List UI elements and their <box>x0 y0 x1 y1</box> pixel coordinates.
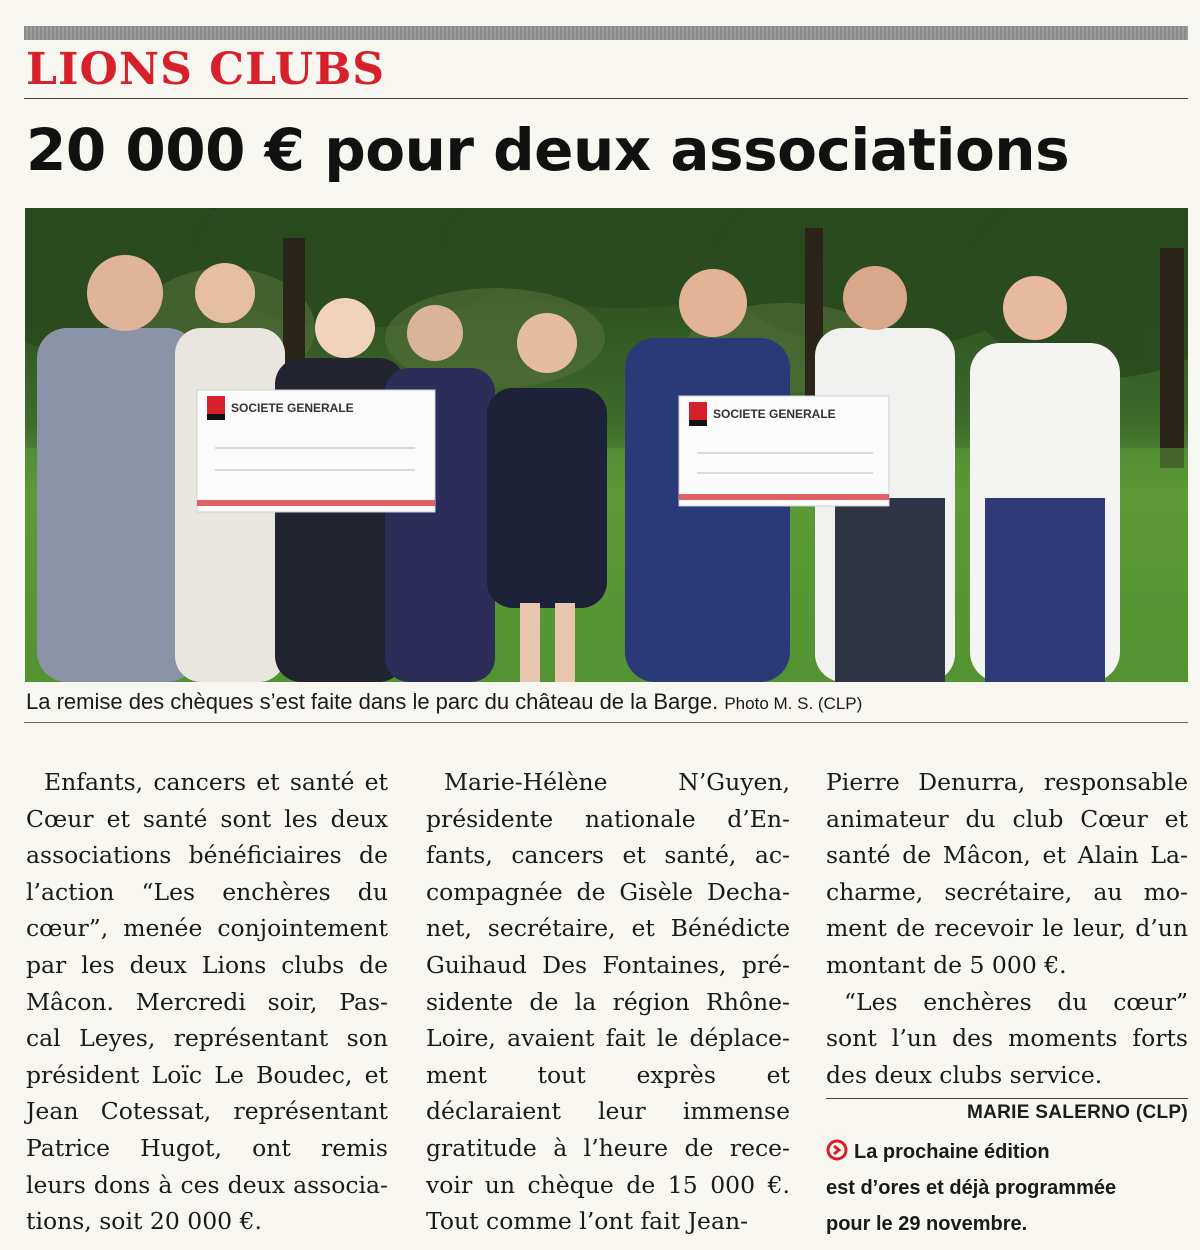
article-column-3 <box>826 764 1188 1093</box>
note-line-1: La prochaine édition <box>826 1134 1188 1170</box>
article-line: Guihaud Des Fontaines, pré- <box>426 950 790 979</box>
article-line: sont l’un des moments forts <box>826 1024 1188 1053</box>
article-line: Tout comme l’ont fait Jean- <box>426 1207 749 1236</box>
article-line: gratitude à l’heure de rece- <box>426 1133 790 1162</box>
header-rule <box>24 98 1188 99</box>
cheque-right <box>679 396 889 506</box>
cheque-bank-name-right: SOCIETE GENERALE <box>713 407 836 421</box>
headline: 20 000 € pour deux associations <box>26 116 1070 184</box>
article-line: par les deux Lions clubs de <box>26 950 388 979</box>
caption-text: La remise des chèques s’est faite dans le parc du château de la Barge. <box>26 689 719 714</box>
article-line: “Les enchères du cœur” <box>844 987 1188 1016</box>
photo-credit: Photo M. S. (CLP) <box>724 694 863 713</box>
article-column-2 <box>426 764 790 1240</box>
article-line: Mâcon. Mercredi soir, Pas- <box>26 987 388 1016</box>
article-line: ment tout exprès et <box>426 1060 790 1089</box>
article-photo <box>25 208 1188 682</box>
article-line: président Loïc Le Boudec, et <box>26 1060 388 1089</box>
article-line: ment de recevoir le leur, d’un <box>826 914 1188 943</box>
photo-caption <box>26 688 1186 718</box>
article-column-1 <box>26 764 388 1240</box>
arrow-circle-icon <box>826 1139 848 1161</box>
article-line: net, secrétaire, et Bénédicte <box>426 914 790 943</box>
article-line: compagnée de Gisèle Decha- <box>426 877 790 906</box>
article-line: déclaraient leur immense <box>426 1097 790 1126</box>
author-byline: MARIE SALERNO (CLP) <box>966 1102 1188 1123</box>
section-label: LIONS CLUBS <box>26 44 386 95</box>
article-line: Pierre Denurra, responsable <box>826 768 1188 796</box>
article-line: sidente de la région Rhône- <box>426 987 790 1016</box>
article-line: voir un chèque de 15 000 €. <box>426 1170 790 1199</box>
note-line-2: est d’ores et déjà programmée <box>826 1177 1117 1199</box>
article-line: des deux clubs service. <box>826 1060 1103 1089</box>
article-line: cœur”, menée conjointement <box>26 914 388 943</box>
next-edition-note <box>826 1134 1188 1242</box>
cheque-bank-name-left: SOCIETE GENERALE <box>231 401 354 415</box>
article-line: l’action “Les enchères du <box>26 877 388 906</box>
article-line: Patrice Hugot, ont remis <box>26 1133 388 1162</box>
article-line: Enfants, cancers et santé et <box>44 768 388 796</box>
author-rule <box>826 1098 1188 1099</box>
article-line: charme, secrétaire, au mo- <box>826 877 1188 906</box>
article-line: montant de 5 000 €. <box>826 950 1067 979</box>
article-line: Marie-Hélène N’Guyen, <box>444 768 790 796</box>
article-line: présidente nationale d’En- <box>426 804 790 833</box>
article-line: animateur du club Cœur et <box>826 804 1188 833</box>
top-rule <box>24 26 1188 40</box>
note-line-3: pour le 29 novembre. <box>826 1213 1028 1235</box>
article-line: santé de Mâcon, et Alain La- <box>826 841 1188 870</box>
cheque-left <box>197 390 435 512</box>
article-line: Cœur et santé sont les deux <box>26 804 388 833</box>
caption-rule <box>24 722 1188 723</box>
article-line: tions, soit 20 000 €. <box>26 1207 262 1236</box>
article-line: fants, cancers et santé, ac- <box>426 841 790 870</box>
article-line: Loire, avaient fait le déplace- <box>426 1024 790 1053</box>
article-line: Jean Cotessat, représentant <box>26 1097 388 1126</box>
article-line: leurs dons à ces deux associa- <box>26 1170 388 1199</box>
article-line: associations bénéficiaires de <box>26 841 388 870</box>
article-line: cal Leyes, représentant son <box>26 1024 388 1053</box>
